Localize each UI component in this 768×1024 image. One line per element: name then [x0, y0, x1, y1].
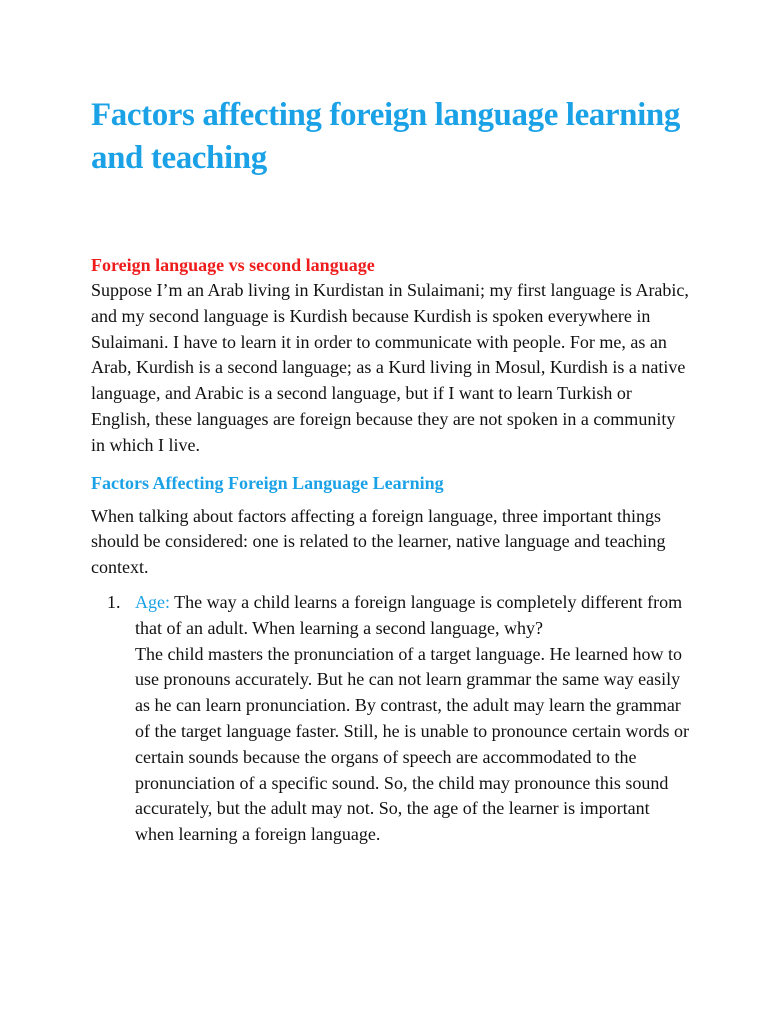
list-item: [107, 590, 691, 848]
list-item-first-paragraph: [135, 592, 682, 638]
list-item-number: 1.: [107, 591, 121, 612]
paragraph-1: Suppose I’m an Arab living in Kurdistan in Sulaimani; my first language is Arabic, and my second language is Kurdish because Kurdish is spoken everywhere in Sulaimani. I have to learn it in order to communicate with people. For me, as an Arab, Kurdish is a second language; as a Kurd living in Mosul, Kurdish is a native language, and Arabic is a second language, but if I want to learn Turkish or English, these languages are foreign because they are not spoken in a community in which I live.: [91, 280, 689, 455]
list-item-text: The way a child learns a foreign language is completely different from that of an adult. When learning a second language, why?: [135, 591, 683, 638]
list-item-label: Age:: [135, 591, 170, 612]
subheading: Factors Affecting Foreign Language Learning: [91, 472, 444, 493]
numbered-list: [91, 590, 691, 848]
list-item-text-2: The child masters the pronunciation of a target language. He learned how to use pronouns accurately. But he can not learn grammar the same way easily as he can learn pronunciation. By contrast, the adult may learn the grammar of the target language faster. Still, he is unable to pronounce certain words or certain sounds because the organs of speech are accommodated to the pronunciation of a specific sound. So, the child may pronounce this sound accurately, but the adult may not. So, the age of the learner is important when learning a foreign language.: [135, 643, 690, 845]
document-page: [91, 94, 691, 848]
paragraph-2: When talking about factors affecting a foreign language, three important things should be considered: one is related to the learner, native language and teaching context.: [91, 505, 666, 578]
document-title: Factors affecting foreign language learning and teaching: [91, 97, 680, 176]
section-heading: Foreign language vs second language: [91, 255, 375, 275]
